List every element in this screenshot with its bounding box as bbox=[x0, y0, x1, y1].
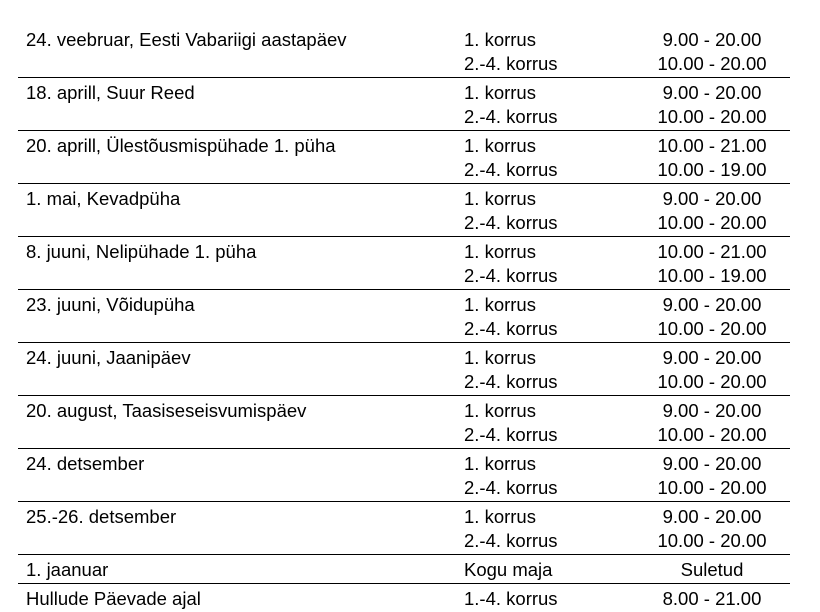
hours-value: 10.00 - 19.00 bbox=[657, 265, 767, 286]
table-row bbox=[18, 237, 790, 290]
row-line bbox=[18, 317, 790, 341]
hours-value: Suletud bbox=[680, 559, 744, 580]
floor-label: 1. korrus bbox=[464, 82, 536, 103]
holiday-name: 18. aprill, Suur Reed bbox=[26, 82, 195, 103]
hours-value: 10.00 - 20.00 bbox=[657, 106, 767, 127]
holiday-name: 24. detsember bbox=[26, 453, 145, 474]
floor-label: 1. korrus bbox=[464, 347, 536, 368]
holiday-name: 1. mai, Kevadpüha bbox=[26, 188, 181, 209]
hours-value: 8.00 - 21.00 bbox=[662, 588, 762, 609]
hours-value: 10.00 - 21.00 bbox=[657, 135, 767, 156]
table-row bbox=[18, 449, 790, 502]
holiday-name: 25.-26. detsember bbox=[26, 506, 177, 527]
floor-label: 1.-4. korrus bbox=[464, 588, 558, 609]
hours-value: 9.00 - 20.00 bbox=[662, 294, 762, 315]
hours-value: 9.00 - 20.00 bbox=[662, 506, 762, 527]
row-line bbox=[18, 370, 790, 394]
row-line bbox=[18, 211, 790, 235]
hours-value: 9.00 - 20.00 bbox=[662, 82, 762, 103]
table-row bbox=[18, 584, 790, 612]
row-line bbox=[18, 587, 790, 611]
hours-value: 10.00 - 20.00 bbox=[657, 371, 767, 392]
row-line bbox=[18, 476, 790, 500]
floor-label: 2.-4. korrus bbox=[464, 530, 558, 551]
hours-value: 9.00 - 20.00 bbox=[662, 347, 762, 368]
table-row bbox=[18, 290, 790, 343]
hours-value: 9.00 - 20.00 bbox=[662, 188, 762, 209]
holiday-name: 20. aprill, Ülestõusmispühade 1. püha bbox=[26, 135, 336, 156]
floor-label: 1. korrus bbox=[464, 294, 536, 315]
row-line bbox=[18, 187, 790, 211]
hours-value: 9.00 - 20.00 bbox=[662, 400, 762, 421]
floor-label: 1. korrus bbox=[464, 400, 536, 421]
row-line bbox=[18, 134, 790, 158]
row-line bbox=[18, 28, 790, 52]
row-line bbox=[18, 452, 790, 476]
hours-value: 10.00 - 20.00 bbox=[657, 212, 767, 233]
row-line bbox=[18, 81, 790, 105]
table-row bbox=[18, 343, 790, 396]
holiday-name: 23. juuni, Võidupüha bbox=[26, 294, 195, 315]
row-line bbox=[18, 423, 790, 447]
row-line bbox=[18, 105, 790, 129]
hours-value: 10.00 - 20.00 bbox=[657, 53, 767, 74]
floor-label: 2.-4. korrus bbox=[464, 159, 558, 180]
hours-value: 10.00 - 21.00 bbox=[657, 241, 767, 262]
floor-label: 2.-4. korrus bbox=[464, 371, 558, 392]
floor-label: 1. korrus bbox=[464, 241, 536, 262]
row-line bbox=[18, 293, 790, 317]
floor-label: 2.-4. korrus bbox=[464, 212, 558, 233]
row-line bbox=[18, 346, 790, 370]
floor-label: 2.-4. korrus bbox=[464, 318, 558, 339]
hours-value: 10.00 - 20.00 bbox=[657, 318, 767, 339]
floor-label: 1. korrus bbox=[464, 135, 536, 156]
table-row bbox=[18, 78, 790, 131]
row-line bbox=[18, 558, 790, 582]
table-row bbox=[18, 25, 790, 78]
floor-label: 1. korrus bbox=[464, 29, 536, 50]
floor-label: 1. korrus bbox=[464, 453, 536, 474]
holiday-name: 8. juuni, Nelipühade 1. püha bbox=[26, 241, 257, 262]
floor-label: 2.-4. korrus bbox=[464, 53, 558, 74]
holiday-name: Hullude Päevade ajal bbox=[26, 588, 201, 609]
floor-label: 2.-4. korrus bbox=[464, 477, 558, 498]
table-row bbox=[18, 555, 790, 584]
row-line bbox=[18, 240, 790, 264]
table-row bbox=[18, 131, 790, 184]
hours-value: 10.00 - 20.00 bbox=[657, 477, 767, 498]
floor-label: 1. korrus bbox=[464, 506, 536, 527]
row-line bbox=[18, 158, 790, 182]
table-row bbox=[18, 396, 790, 449]
row-line bbox=[18, 52, 790, 76]
hours-value: 10.00 - 20.00 bbox=[657, 424, 767, 445]
holiday-name: 24. juuni, Jaanipäev bbox=[26, 347, 191, 368]
hours-value: 9.00 - 20.00 bbox=[662, 453, 762, 474]
hours-value: 10.00 - 19.00 bbox=[657, 159, 767, 180]
table-row bbox=[18, 502, 790, 555]
hours-value: 10.00 - 20.00 bbox=[657, 530, 767, 551]
hours-value: 9.00 - 20.00 bbox=[662, 29, 762, 50]
table-row bbox=[18, 184, 790, 237]
floor-label: 2.-4. korrus bbox=[464, 106, 558, 127]
row-line bbox=[18, 264, 790, 288]
row-line bbox=[18, 505, 790, 529]
holiday-name: 24. veebruar, Eesti Vabariigi aastapäev bbox=[26, 29, 347, 50]
row-line bbox=[18, 529, 790, 553]
holiday-name: 20. august, Taasiseseisvumispäev bbox=[26, 400, 307, 421]
opening-hours-table bbox=[18, 25, 790, 612]
row-line bbox=[18, 399, 790, 423]
floor-label: 2.-4. korrus bbox=[464, 265, 558, 286]
floor-label: 1. korrus bbox=[464, 188, 536, 209]
holiday-name: 1. jaanuar bbox=[26, 559, 109, 580]
floor-label: Kogu maja bbox=[464, 559, 553, 580]
floor-label: 2.-4. korrus bbox=[464, 424, 558, 445]
